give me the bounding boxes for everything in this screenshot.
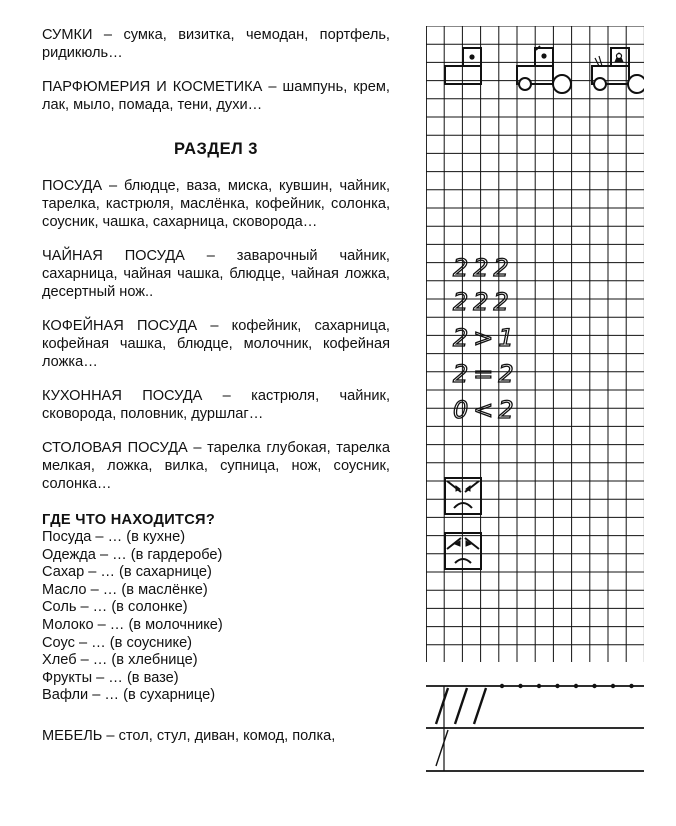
paragraph-cosmetics: ПАРФЮМЕРИЯ И КОСМЕТИКА – шампунь, крем, лак, мыло, помада, тени, духи… (42, 79, 390, 113)
dot (611, 684, 615, 688)
paragraph-tea-dishes: ЧАЙНАЯ ПОСУДА – заварочный чайник, сахарница, чайная чашка, блюдце, чайная ложка, десертный нож.. (42, 248, 390, 300)
qa-line: Фрукты – … (в вазе) (42, 669, 179, 686)
digit-row-text: 2>1 (453, 324, 519, 352)
digit-row-3 (453, 324, 519, 352)
paragraph-dishes: ПОСУДА – блюдце, ваза, миска, кувшин, чайник, тарелка, кастрюля, маслёнка, кофейник, солонка, соусник, чашка, сахарница, сковорода… (42, 178, 390, 230)
digit-row-1 (453, 254, 514, 282)
section-title: РАЗДЕЛ 3 (174, 140, 258, 158)
dot (537, 684, 541, 688)
digit-row-text: 222 (453, 254, 514, 282)
qa-line: Сахар – … (в сахарнице) (42, 564, 212, 581)
dot (518, 684, 522, 688)
digit-row-2 (453, 288, 514, 316)
paragraph-table-dishes: СТОЛОВАЯ ПОСУДА – тарелка глубокая, тарелка мелкая, ложка, вилка, супница, нож, соусник, солонка… (42, 440, 390, 492)
qa-line: Хлеб – … (в хлебнице) (42, 652, 198, 669)
dot (500, 684, 504, 688)
paragraph-furniture: МЕБЕЛЬ – стол, стул, диван, комод, полка, (42, 727, 336, 744)
dot (592, 684, 596, 688)
drawing-truck-1 (517, 46, 571, 93)
digit-row-text: 0<2 (453, 396, 519, 424)
qa-line: Соус – … (в соуснике) (42, 634, 193, 651)
worksheet-grid (426, 26, 644, 774)
qa-line: Одежда – … (в гардеробе) (42, 546, 223, 563)
paragraph-coffee-dishes: КОФЕЙНАЯ ПОСУДА – кофейник, сахарница, кофейная чашка, блюдце, молочник, кофейная ложка… (42, 318, 390, 370)
paragraph-kitchen-dishes: КУХОННАЯ ПОСУДА – кастрюля, чайник, сковорода, половник, дуршлаг… (42, 388, 390, 422)
dot (629, 684, 633, 688)
qa-line: Посуда – … (в кухне) (42, 529, 186, 545)
drawing-truck-2 (592, 48, 644, 93)
dot (574, 684, 578, 688)
qa-line: Соль – … (в солонке) (42, 599, 188, 616)
dot (555, 684, 559, 688)
text-column (42, 26, 390, 745)
qa-line: Вафли – … (в сухарнице) (42, 687, 216, 704)
writing-lines (426, 686, 644, 771)
sad-face-drawing (445, 533, 481, 569)
qa-line: Масло – … (в маслёнке) (42, 581, 208, 598)
digit-row-4 (453, 360, 519, 388)
digit-row-text: 2=2 (453, 360, 519, 388)
paragraph-bags: СУМКИ – сумка, визитка, чемодан, портфель, ридикюль… (42, 27, 390, 61)
question-title: ГДЕ ЧТО НАХОДИТСЯ? (42, 512, 216, 528)
angry-face-drawing (445, 478, 481, 514)
qa-line: Молоко – … (в молочнике) (42, 616, 223, 633)
digit-row-text: 222 (453, 288, 514, 316)
drawing-pattern-1 (445, 48, 481, 84)
digit-row-5 (453, 396, 519, 424)
